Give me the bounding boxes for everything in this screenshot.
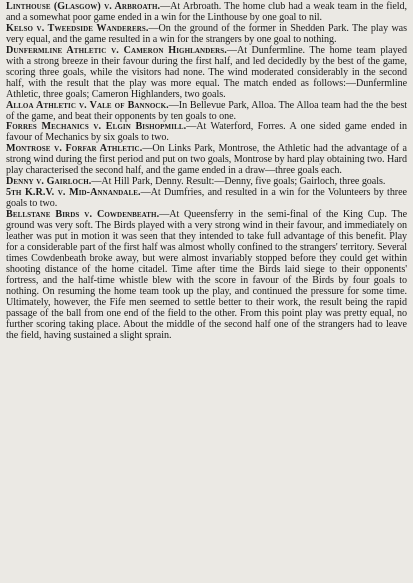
match-report-bellstane-cowdenbeath [6,210,407,341]
match-heading: Bellstane Birds v. Cowdenbeath. [6,209,160,221]
match-report-montrose-forfar [6,144,407,177]
match-text: —At Queensferry in the semi-final of the King Cup. The ground was very soft. The Birds played with a very strong wind in their favour, and immediately on leather was put in motion it was seen that they intended to take full advantage of this benefit. Play for a considerable part of the first half was almost wholly confined to the strangers' territory. Several times Cowdenbeath broke away, but were almost invariably stopped before they could get within shooting distance of the home citadel. Time after time the Birds laid siege to their opponents' fortress, and the half-time whistle blew with the score in favour of the Birds by four goals to nothing. On resuming the home team took up the play, and continued the pressure for some time. Ultimately, however, the Fife men seemed to settle better to their work, the result being the rapid passage of the ball from one end of the field to the other. From this point play was pretty equal, no further scoring taking place. About the middle of the second half one of the strangers had to leave the field, having sustained a slight sprain. [6,209,407,341]
match-heading: 5th K.R.V. v. Mid-Annandale. [6,187,141,199]
match-report-dunfermline-cameron [6,46,407,101]
match-text: —On Links Park, Montrose, the Athletic had the advantage of a strong wind during the first period and put on two goals, Montrose by hard play obtaining two. Hard play characterised the second half, and the game ended in a draw—three goals each. [6,143,407,177]
match-text: —At Dunfermline. The home team played with a strong breeze in their favour during the first half, and led decidedly by the best of the game, scoring three goals, while the visitors had none. The wind moderated considerably in the second half, with the result that the play was more equal. The match ended as follows:—Dunfermline Athletic, three goals; Cameron Highlanders, two goals. [6,44,407,100]
match-heading: Montrose v. Forfar Athletic. [6,143,143,155]
match-report-krv-annandale [6,188,407,210]
match-heading: Linthouse (Glasgow) v. Arbroath. [6,1,161,12]
match-report-linthouse-arbroath [6,2,407,24]
match-heading: Kelso v. Tweedside Wanderers. [6,22,149,34]
match-report-kelso-tweedside [6,24,407,46]
match-text: —In Bellevue Park, Alloa. The Alloa team had the the best of the game, and beat their opponents by ten goals to one. [6,99,407,122]
match-text: —At Hill Park, Denny. Result:—Denny, five goals; Gairloch, three goals. [91,176,386,188]
match-report-forres-elgin [6,122,407,144]
match-text: —At Arbroath. The home club had a weak team in the field, and a somewhat poor game ended in a win for the Linthouse by one goal to nil. [6,1,407,23]
match-heading: Forres Mechanics v. Elgin Bishopmill. [6,121,187,133]
match-text: —On the ground of the former in Shedden Park. The play was very equal, and the game resulted in a win for the strangers by one goal to nothing. [6,22,407,45]
match-text: —At Dumfries, and resulted in a win for the Volunteers by three goals to two. [6,187,407,210]
match-text: —At Waterford, Forres. A one sided game ended in favour of Mechanics by six goals to two. [6,121,407,144]
match-heading: Alloa Athletic v. Vale of Bannock. [6,99,169,111]
match-report-alloa-vale [6,101,407,123]
match-heading: Denny v. Gairloch. [6,176,92,188]
match-heading: Dunfermline Athletic v. Cameron Highlanders. [6,44,227,56]
